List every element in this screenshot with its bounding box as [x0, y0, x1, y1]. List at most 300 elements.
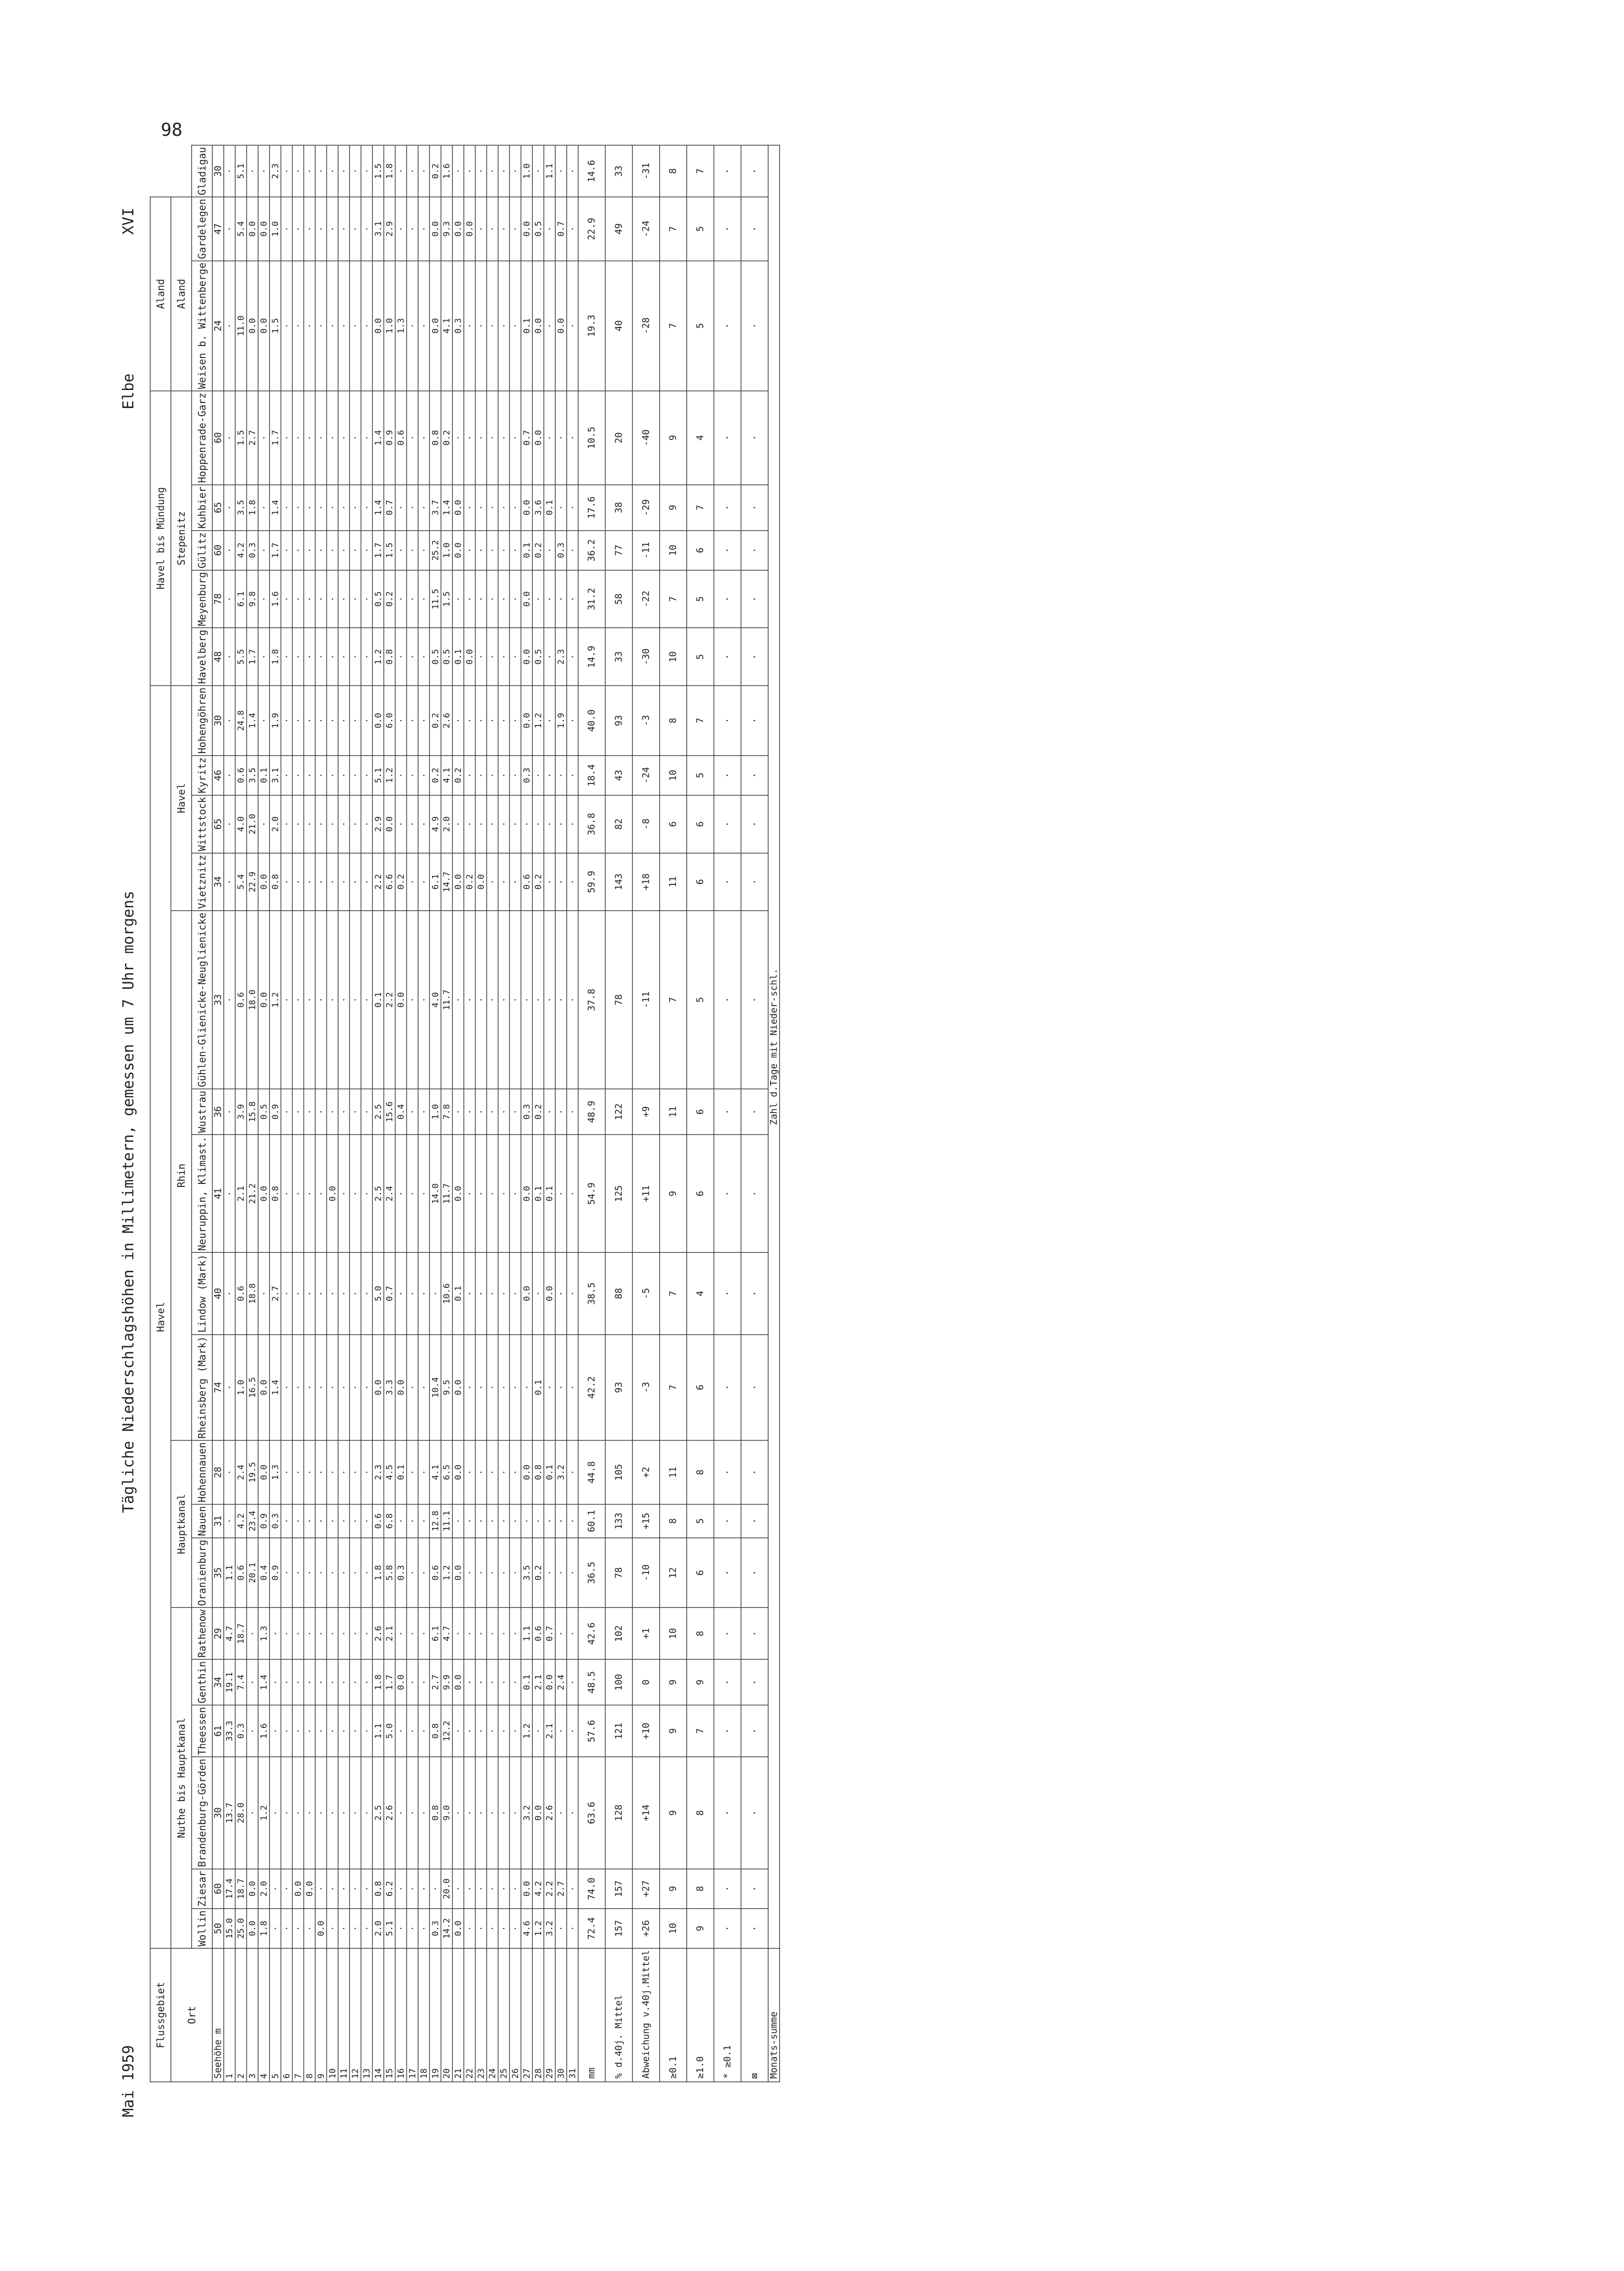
- daily-value: 1.0: [235, 1335, 247, 1441]
- daily-value: 3.2: [521, 1757, 532, 1869]
- daily-value: ·: [327, 756, 338, 795]
- daily-value: 2.3: [270, 145, 281, 197]
- days-star-value: ·: [714, 570, 741, 628]
- day-row: [327, 145, 338, 2082]
- daily-value: 0.0: [258, 197, 270, 261]
- days-ge-1-0-value: 6: [687, 853, 714, 911]
- day-row: [441, 145, 452, 2082]
- daily-value: 0.0: [521, 485, 532, 531]
- daily-value: ·: [498, 485, 509, 531]
- day-row: [350, 145, 361, 2082]
- daily-value: 1.5: [384, 530, 396, 570]
- daily-value: ·: [418, 1441, 429, 1505]
- daily-value: 1.0: [429, 1089, 441, 1135]
- day-number: 19: [429, 1948, 441, 2082]
- daily-value: 0.3: [247, 530, 258, 570]
- days-snow-value: ·: [741, 530, 768, 570]
- daily-value: ·: [338, 1659, 350, 1705]
- daily-value: 18.7: [235, 1608, 247, 1660]
- daily-value: 0.8: [429, 1705, 441, 1757]
- daily-value: ·: [418, 570, 429, 628]
- percent-of-mean-value: 78: [605, 1538, 632, 1608]
- daily-value: ·: [338, 485, 350, 531]
- day-number: 5: [270, 1948, 281, 2082]
- daily-value: ·: [498, 795, 509, 853]
- day-number: 26: [509, 1948, 521, 2082]
- daily-value: ·: [521, 795, 532, 853]
- day-row: [567, 145, 578, 2082]
- day-number: 1: [224, 1948, 235, 2082]
- daily-value: ·: [464, 1869, 475, 1909]
- deviation-from-mean-value: +15: [632, 1504, 659, 1537]
- daily-value: 1.1: [521, 1608, 532, 1660]
- daily-value: ·: [292, 1504, 304, 1537]
- days-snow-value: ·: [741, 1608, 768, 1660]
- daily-value: 9.3: [441, 197, 452, 261]
- daily-value: 6.2: [384, 1869, 396, 1909]
- daily-value: ·: [315, 1253, 327, 1335]
- river-subgroup-header: Havel: [171, 686, 191, 911]
- daily-value: 0.6: [395, 391, 406, 485]
- station-name: Hohengöhren: [192, 686, 212, 756]
- deviation-from-mean-value: -22: [632, 570, 659, 628]
- daily-value: 3.1: [373, 197, 384, 261]
- river-group-header: Havel: [150, 686, 171, 1948]
- daily-value: ·: [292, 853, 304, 911]
- daily-value: ·: [498, 570, 509, 628]
- percent-of-mean-value: 82: [605, 795, 632, 853]
- day-number: 10: [327, 1948, 338, 2082]
- daily-value: ·: [487, 1705, 498, 1757]
- daily-value: 0.0: [452, 1659, 464, 1705]
- daily-value: ·: [315, 1538, 327, 1608]
- days-star-value: ·: [714, 1608, 741, 1660]
- daily-value: 0.0: [452, 530, 464, 570]
- daily-value: ·: [361, 530, 373, 570]
- station-height: 30: [212, 1757, 224, 1869]
- daily-value: 2.4: [384, 1135, 396, 1252]
- daily-value: 1.2: [521, 1705, 532, 1757]
- daily-value: ·: [350, 1089, 361, 1135]
- day-number: 2: [235, 1948, 247, 2082]
- daily-value: 14.0: [429, 1135, 441, 1252]
- daily-value: ·: [315, 391, 327, 485]
- deviation-from-mean-value: +26: [632, 1908, 659, 1948]
- daily-value: 21.0: [247, 795, 258, 853]
- daily-value: 0.2: [395, 853, 406, 911]
- daily-value: ·: [509, 1253, 521, 1335]
- days-ge-0-1-value: 12: [660, 1538, 687, 1608]
- days-star-value: ·: [714, 530, 741, 570]
- daily-value: 0.2: [464, 853, 475, 911]
- daily-value: ·: [487, 686, 498, 756]
- daily-value: ·: [464, 1908, 475, 1948]
- days-snow-value: ·: [741, 795, 768, 853]
- daily-value: 0.0: [452, 1441, 464, 1505]
- daily-value: 4.2: [235, 530, 247, 570]
- daily-value: ·: [350, 145, 361, 197]
- daily-value: ·: [567, 197, 578, 261]
- percent-of-mean-value: 49: [605, 197, 632, 261]
- station-name: Gardelegen: [192, 197, 212, 261]
- daily-value: ·: [361, 756, 373, 795]
- daily-value: 0.9: [270, 1538, 281, 1608]
- daily-value: ·: [567, 686, 578, 756]
- daily-value: ·: [327, 628, 338, 686]
- daily-value: 1.4: [270, 1335, 281, 1441]
- daily-value: 0.0: [532, 261, 544, 390]
- days-ge-0-1-value: 8: [660, 1504, 687, 1537]
- daily-value: ·: [315, 1335, 327, 1441]
- daily-value: ·: [452, 795, 464, 853]
- day-number: 25: [498, 1948, 509, 2082]
- daily-value: ·: [406, 1608, 418, 1660]
- days-snow-value: ·: [741, 756, 768, 795]
- daily-value: 4.0: [429, 911, 441, 1089]
- monthly-sum-value: 63.6: [578, 1757, 605, 1869]
- daily-value: ·: [327, 1089, 338, 1135]
- daily-value: 4.7: [224, 1608, 235, 1660]
- daily-value: ·: [292, 911, 304, 1089]
- daily-value: ·: [452, 686, 464, 756]
- daily-value: ·: [395, 570, 406, 628]
- daily-value: ·: [350, 485, 361, 531]
- daily-value: 0.2: [532, 853, 544, 911]
- daily-value: ·: [292, 686, 304, 756]
- daily-value: ·: [544, 853, 555, 911]
- days-star-value: ·: [714, 145, 741, 197]
- daily-value: 0.0: [395, 1335, 406, 1441]
- daily-value: ·: [487, 853, 498, 911]
- days-ge-0-1-value: 6: [660, 795, 687, 853]
- daily-value: ·: [475, 261, 487, 390]
- daily-value: 0.0: [544, 1253, 555, 1335]
- daily-value: ·: [292, 530, 304, 570]
- daily-value: ·: [224, 1135, 235, 1252]
- daily-value: ·: [555, 1089, 567, 1135]
- monthly-sum-value: 18.4: [578, 756, 605, 795]
- daily-value: 0.0: [521, 1135, 532, 1252]
- daily-value: ·: [418, 795, 429, 853]
- daily-value: ·: [567, 1253, 578, 1335]
- daily-value: ·: [532, 1705, 544, 1757]
- daily-value: 2.9: [384, 197, 396, 261]
- daily-value: 0.3: [521, 756, 532, 795]
- days-star-row: [714, 145, 741, 2082]
- daily-value: 1.7: [270, 391, 281, 485]
- daily-value: ·: [350, 1608, 361, 1660]
- station-name: Brandenburg-Görden: [192, 1757, 212, 1869]
- daily-value: ·: [281, 1757, 293, 1869]
- days-ge-1-0-value: 8: [687, 1757, 714, 1869]
- daily-value: 1.4: [258, 1659, 270, 1705]
- daily-value: ·: [509, 145, 521, 197]
- monthly-sum-label: mm: [578, 1948, 605, 2082]
- daily-value: 0.4: [258, 1538, 270, 1608]
- daily-value: ·: [406, 628, 418, 686]
- deviation-from-mean-value: -3: [632, 1335, 659, 1441]
- daily-value: ·: [487, 1335, 498, 1441]
- daily-value: ·: [406, 1869, 418, 1909]
- days-star-value: ·: [714, 1253, 741, 1335]
- monthly-sum-value: 42.2: [578, 1335, 605, 1441]
- daily-value: 0.7: [555, 197, 567, 261]
- daily-value: ·: [509, 1504, 521, 1537]
- daily-value: ·: [555, 391, 567, 485]
- daily-value: ·: [487, 1135, 498, 1252]
- daily-value: 0.5: [532, 197, 544, 261]
- table-caption: Tägliche Niederschlagshöhen in Millimetern, gemessen um 7 Uhr morgens: [120, 890, 137, 1513]
- daily-value: 0.8: [532, 1441, 544, 1505]
- daily-value: 6.6: [384, 853, 396, 911]
- daily-value: 1.9: [270, 686, 281, 756]
- daily-value: ·: [406, 391, 418, 485]
- daily-value: ·: [395, 628, 406, 686]
- daily-value: 1.1: [544, 145, 555, 197]
- daily-value: ·: [544, 911, 555, 1089]
- daily-value: 0.1: [544, 1135, 555, 1252]
- daily-value: 2.3: [555, 628, 567, 686]
- daily-value: 0.8: [373, 1869, 384, 1909]
- daily-value: ·: [509, 530, 521, 570]
- daily-value: ·: [567, 145, 578, 197]
- river-subgroup-header: Rhin: [171, 911, 191, 1441]
- daily-value: 11.0: [235, 261, 247, 390]
- day-number: 29: [544, 1948, 555, 2082]
- daily-value: ·: [327, 1659, 338, 1705]
- daily-value: ·: [292, 1757, 304, 1869]
- daily-value: 0.0: [521, 1869, 532, 1909]
- group-header-row: [150, 145, 171, 2082]
- percent-of-mean-value: 38: [605, 485, 632, 531]
- page-number: 98: [161, 120, 183, 140]
- daily-value: ·: [464, 756, 475, 795]
- daily-value: ·: [406, 1659, 418, 1705]
- daily-value: ·: [418, 1538, 429, 1608]
- daily-value: ·: [350, 756, 361, 795]
- day-row: [509, 145, 521, 2082]
- deviation-from-mean-value: -40: [632, 391, 659, 485]
- daily-value: ·: [304, 1253, 315, 1335]
- daily-value: 1.8: [384, 145, 396, 197]
- daily-value: ·: [315, 1869, 327, 1909]
- daily-value: 4.5: [384, 1441, 396, 1505]
- seehoehe-text: Seehöhe: [212, 2039, 224, 2079]
- daily-value: ·: [555, 145, 567, 197]
- daily-value: ·: [567, 1441, 578, 1505]
- daily-value: 3.5: [235, 485, 247, 531]
- daily-value: 22.9: [247, 853, 258, 911]
- daily-value: 1.7: [384, 1659, 396, 1705]
- daily-values-body: [224, 145, 578, 2082]
- daily-value: 1.8: [258, 1908, 270, 1948]
- daily-value: ·: [487, 1608, 498, 1660]
- daily-value: ·: [509, 1757, 521, 1869]
- station-name: Ziesar: [192, 1869, 212, 1909]
- daily-value: 2.6: [544, 1757, 555, 1869]
- daily-value: 1.0: [441, 530, 452, 570]
- daily-value: ·: [464, 1757, 475, 1869]
- daily-value: 18.8: [247, 1253, 258, 1335]
- daily-value: ·: [247, 1705, 258, 1757]
- days-snow-value: ·: [741, 853, 768, 911]
- station-name: Rheinsberg (Mark): [192, 1335, 212, 1441]
- day-number: 27: [521, 1948, 532, 2082]
- daily-value: ·: [498, 686, 509, 756]
- daily-value: ·: [327, 485, 338, 531]
- daily-value: 0.0: [384, 795, 396, 853]
- daily-value: ·: [509, 853, 521, 911]
- monthly-sum-value: 48.5: [578, 1659, 605, 1705]
- days-ge-0-1-value: 9: [660, 1705, 687, 1757]
- daily-value: 0.3: [452, 261, 464, 390]
- river-group-header: Havel bis Mündung: [150, 391, 171, 686]
- station-height: 36: [212, 1089, 224, 1135]
- daily-value: ·: [350, 1135, 361, 1252]
- daily-value: ·: [567, 261, 578, 390]
- days-snow-value: ·: [741, 1335, 768, 1441]
- day-row: [235, 145, 247, 2082]
- daily-value: 0.0: [532, 391, 544, 485]
- daily-value: ·: [475, 911, 487, 1089]
- daily-value: ·: [361, 485, 373, 531]
- days-ge-0-1-value: 9: [660, 1659, 687, 1705]
- daily-value: ·: [567, 795, 578, 853]
- station-name: Havelberg: [192, 628, 212, 686]
- daily-value: ·: [270, 1705, 281, 1757]
- region-name: Elbe: [120, 373, 137, 409]
- days-ge-0-1-value: 9: [660, 485, 687, 531]
- day-row: [247, 145, 258, 2082]
- daily-value: ·: [567, 1705, 578, 1757]
- daily-value: 0.0: [452, 485, 464, 531]
- daily-value: ·: [315, 795, 327, 853]
- deviation-from-mean-value: +11: [632, 1135, 659, 1252]
- daily-value: ·: [498, 1253, 509, 1335]
- days-ge-1-0-value: 5: [687, 261, 714, 390]
- day-row: [555, 145, 567, 2082]
- station-name: Wollin: [192, 1908, 212, 1948]
- days-snow-value: ·: [741, 628, 768, 686]
- daily-value: 1.7: [270, 530, 281, 570]
- day-number: 23: [475, 1948, 487, 2082]
- river-subgroup-header: Nuthe bis Hauptkanal: [171, 1608, 191, 1948]
- daily-value: ·: [567, 1135, 578, 1252]
- daily-value: ·: [258, 570, 270, 628]
- daily-value: ·: [224, 1441, 235, 1505]
- daily-value: ·: [292, 1089, 304, 1135]
- daily-value: 2.2: [544, 1869, 555, 1909]
- daily-value: ·: [544, 1504, 555, 1537]
- daily-value: ·: [406, 756, 418, 795]
- daily-value: ·: [555, 1504, 567, 1537]
- daily-value: ·: [224, 853, 235, 911]
- days-ge-0-1-value: 7: [660, 1253, 687, 1335]
- station-name: Wustrau: [192, 1089, 212, 1135]
- percent-of-mean-row: [605, 145, 632, 2082]
- daily-value: ·: [350, 1504, 361, 1537]
- daily-value: 2.6: [373, 1608, 384, 1660]
- daily-value: ·: [224, 1504, 235, 1537]
- days-ge-1-0-value: 6: [687, 1335, 714, 1441]
- monthly-sum-value: 42.6: [578, 1608, 605, 1660]
- daily-value: ·: [418, 530, 429, 570]
- daily-value: ·: [361, 1441, 373, 1505]
- days-star-label: * ≥0.1: [714, 1948, 741, 2082]
- percent-of-mean-value: 78: [605, 911, 632, 1089]
- days-star-value: ·: [714, 1659, 741, 1705]
- daily-value: ·: [487, 1253, 498, 1335]
- days-ge-1-0-value: 7: [687, 145, 714, 197]
- daily-value: 3.7: [429, 485, 441, 531]
- daily-value: ·: [498, 853, 509, 911]
- monthly-sum-value: 37.8: [578, 911, 605, 1089]
- days-ge-0-1-value: 11: [660, 853, 687, 911]
- daily-value: ·: [361, 628, 373, 686]
- daily-value: ·: [418, 853, 429, 911]
- deviation-from-mean-value: +27: [632, 1869, 659, 1909]
- daily-value: ·: [292, 756, 304, 795]
- daily-value: ·: [315, 628, 327, 686]
- daily-value: ·: [361, 1538, 373, 1608]
- daily-value: ·: [532, 1253, 544, 1335]
- daily-value: ·: [555, 1908, 567, 1948]
- daily-value: ·: [270, 1757, 281, 1869]
- station-height: 40: [212, 1253, 224, 1335]
- daily-value: ·: [498, 1504, 509, 1537]
- daily-value: ·: [567, 1089, 578, 1135]
- daily-value: 1.3: [258, 1608, 270, 1660]
- days-star-value: ·: [714, 1869, 741, 1909]
- days-snow-value: ·: [741, 197, 768, 261]
- daily-value: ·: [304, 1504, 315, 1537]
- daily-value: ·: [258, 795, 270, 853]
- daily-value: ·: [498, 628, 509, 686]
- daily-value: 1.4: [373, 485, 384, 531]
- deviation-from-mean-value: -31: [632, 145, 659, 197]
- daily-value: ·: [544, 628, 555, 686]
- daily-value: ·: [315, 911, 327, 1089]
- percent-of-mean-value: 33: [605, 628, 632, 686]
- daily-value: 0.0: [521, 686, 532, 756]
- daily-value: 0.7: [384, 485, 396, 531]
- daily-value: ·: [498, 1089, 509, 1135]
- daily-value: ·: [429, 1869, 441, 1909]
- days-ge-1-0-value: 7: [687, 1705, 714, 1757]
- day-number: 22: [464, 1948, 475, 2082]
- days-star-value: ·: [714, 485, 741, 531]
- daily-value: ·: [475, 1253, 487, 1335]
- daily-value: ·: [315, 1504, 327, 1537]
- daily-value: 3.3: [384, 1335, 396, 1441]
- daily-value: 4.1: [429, 1441, 441, 1505]
- daily-value: ·: [338, 1908, 350, 1948]
- days-ge-0-1-value: 8: [660, 145, 687, 197]
- daily-value: ·: [509, 686, 521, 756]
- daily-value: ·: [350, 261, 361, 390]
- daily-value: ·: [464, 1705, 475, 1757]
- daily-value: ·: [498, 756, 509, 795]
- daily-value: ·: [498, 1908, 509, 1948]
- deviation-from-mean-value: -24: [632, 197, 659, 261]
- days-ge-0-1-value: 11: [660, 1441, 687, 1505]
- daily-value: ·: [521, 1335, 532, 1441]
- daily-value: ·: [418, 686, 429, 756]
- percent-of-mean-value: 43: [605, 756, 632, 795]
- days-snow-value: ·: [741, 686, 768, 756]
- percent-of-mean-value: 100: [605, 1659, 632, 1705]
- daily-value: ·: [281, 570, 293, 628]
